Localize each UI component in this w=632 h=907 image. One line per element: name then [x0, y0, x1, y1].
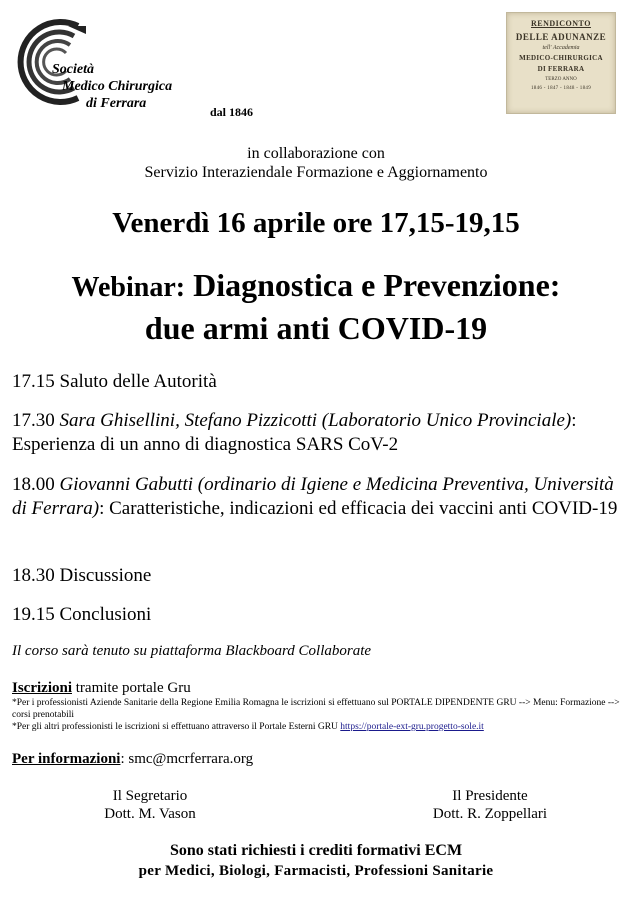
program-item [12, 473, 624, 521]
president-name: Dott. R. Zoppellari [432, 806, 548, 822]
title-prefix: Webinar: [71, 272, 186, 303]
book-line-5: DI FERRARA [537, 65, 585, 73]
collab-line-1: in collaborazione con [247, 145, 385, 162]
book-line-1: RENDICONTO [531, 19, 591, 28]
event-date: Venerdì 16 aprile ore 17,15-19,15 [112, 207, 520, 239]
secretary-name: Dott. M. Vason [104, 806, 196, 822]
registration-note-2 [12, 721, 624, 733]
collab-line-2: Servizio Interaziendale Formazione e Aggiornamento [144, 164, 488, 181]
program-time: 17.30 [12, 410, 55, 431]
since-label: dal 1846 [210, 105, 254, 119]
registration-note-2-text: *Per gli altri professionisti le iscrizioni si effettuano attraverso il Portale Esterni GRU [12, 722, 341, 732]
program-item [12, 409, 624, 457]
event-title-line-1 [0, 267, 632, 304]
president-signature [400, 787, 580, 823]
portal-link[interactable]: https://portale-ext-gru.progetto-sole.it [340, 722, 484, 732]
program-text: : Esperienza di un anno di diagnostica SARS CoV-2 [12, 410, 577, 455]
logo-line-3: di Ferrara [86, 96, 147, 111]
president-role: Il Presidente [452, 788, 528, 804]
platform-note: Il corso sarà tenuto su piattaforma Blackboard Collaborate [12, 643, 372, 659]
secretary-role: Il Segretario [112, 788, 188, 804]
program-speaker: Giovanni Gabutti (ordinario di Igiene e Medicina Preventiva, Università di Ferrara) [12, 474, 614, 519]
book-line-2: DELLE ADUNANZE [515, 32, 607, 42]
book-cover-image [506, 12, 616, 114]
program-time: 18.30 [12, 565, 55, 586]
registration-heading [12, 680, 191, 697]
program-item [12, 603, 624, 627]
book-line-3: tell' Accademia [542, 45, 580, 51]
logo-line-1: Società [52, 62, 94, 77]
program-time: 17.15 [12, 371, 55, 392]
program-time: 19.15 [12, 604, 55, 625]
program-text: Saluto delle Autorità [59, 371, 217, 392]
ecm-line-1: Sono stati richiesti i crediti formativi ECM [169, 842, 463, 859]
info-line [12, 751, 253, 768]
program-speaker: Sara Ghisellini, Stefano Pizzicotti (Laboratorio Unico Provinciale) [59, 410, 572, 431]
book-line-6: TERZO ANNO [545, 77, 577, 82]
program-text: Discussione [59, 565, 152, 586]
program-text: : Caratteristiche, indicazioni ed efficacia dei vaccini anti COVID-19 [99, 498, 618, 519]
program-item [12, 564, 624, 588]
program-item [12, 370, 624, 394]
book-line-7: 1846 - 1847 - 1848 - 1849 [531, 86, 591, 91]
title-main: Diagnostica e Prevenzione: [193, 267, 561, 303]
registration-note-1: *Per i professionisti Aziende Sanitarie della Regione Emilia Romagna le iscrizioni si effettuano sul PORTALE DIPENDENTE GRU --> Menu: Formazione --> corsi prenotabili [12, 698, 620, 720]
registration-label: Iscrizioni [12, 680, 72, 696]
society-logo [8, 12, 268, 122]
logo-line-2: Medico Chirurgica [62, 79, 173, 94]
secretary-signature [70, 787, 230, 823]
book-line-4: MEDICO-CHIRURGICA [519, 54, 603, 62]
registration-text: tramite portale Gru [72, 680, 191, 696]
program-time: 18.00 [12, 474, 55, 495]
program-text: Conclusioni [59, 604, 152, 625]
event-title-line-2: due armi anti COVID-19 [144, 310, 488, 346]
info-email: : smc@mcrferrara.org [120, 751, 254, 767]
info-label: Per informazioni [12, 751, 121, 767]
ecm-line-2: per Medici, Biologi, Farmacisti, Professioni Sanitarie [138, 863, 494, 879]
